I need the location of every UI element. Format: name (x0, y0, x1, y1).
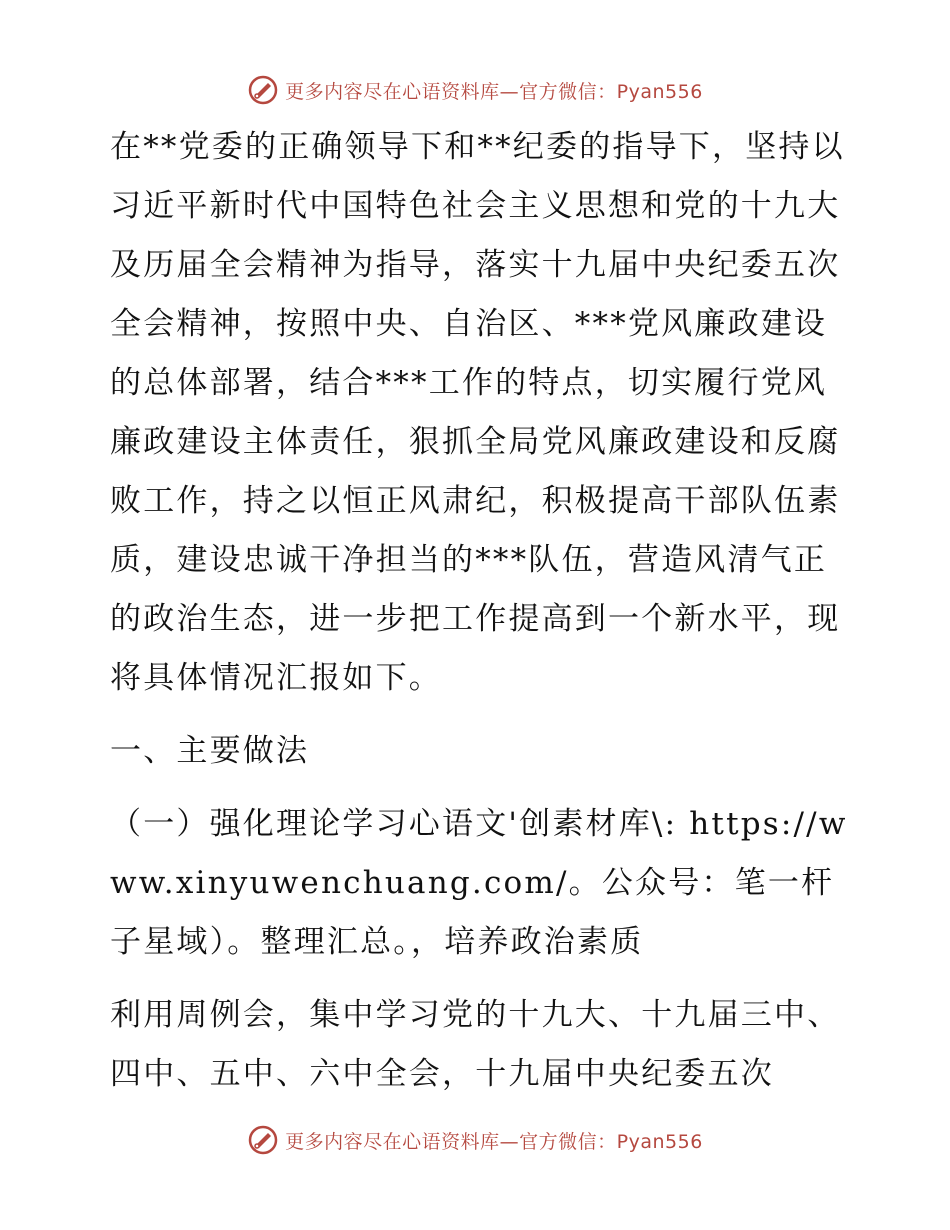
logo-icon (247, 1124, 279, 1156)
watermark-text: 更多内容尽在心语资料库—官方微信：Pyan556 (285, 1130, 703, 1153)
watermark-header (0, 70, 950, 110)
watermark-text: 更多内容尽在心语资料库—官方微信：Pyan556 (285, 80, 703, 103)
watermark-footer (0, 1120, 950, 1160)
document-body (96, 118, 856, 1104)
logo-icon (247, 74, 279, 106)
paragraph-intro: 在**党委的正确领导下和**纪委的指导下，坚持以习近平新时代中国特色社会主义思想和党的十九大及历届全会精神为指导，落实十九届中央纪委五次全会精神，按照中央、自治区、***党风廉政建设的总体部署，结合***工作的特点，切实履行党风廉政建设主体责任，狠抓全局党风廉政建设和反腐败工作，持之以恒正风肃纪，积极提高干部队伍素质，建设忠诚干净担当的***队伍，营造风清气正的政治生态，进一步把工作提高到一个新水平，现将具体情况汇报如下。 (110, 129, 845, 696)
paragraph-study: 利用周例会，集中学习党的十九大、十九届三中、四中、五中、六中全会，十九届中央纪委五次 (110, 997, 841, 1092)
subsection-heading: （一）强化理论学习心语文'创素材库\: https://www.xinyuwenchuang.com/。公众号：笔一杆子星域）。整理汇总。，培养政治素质 (110, 806, 848, 960)
section-heading: 一、主要做法 (110, 733, 310, 769)
